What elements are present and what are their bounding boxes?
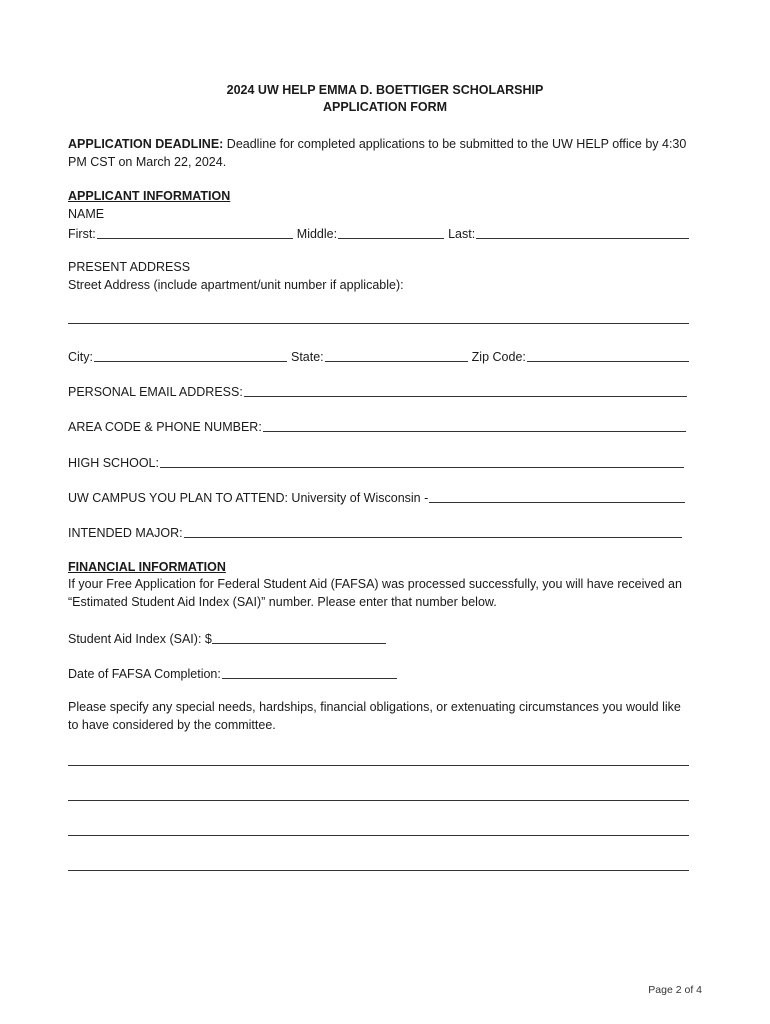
sai-field[interactable] (212, 630, 386, 644)
high-school-label: HIGH SCHOOL: (68, 456, 159, 470)
sai-row (68, 628, 398, 646)
page-number: Page 2 of 4 (648, 984, 702, 996)
state-field[interactable] (325, 348, 468, 362)
email-field[interactable] (244, 383, 687, 397)
deadline-label: APPLICATION DEADLINE: (68, 137, 224, 151)
fafsa-date-label: Date of FAFSA Completion: (68, 667, 221, 681)
zip-code-field[interactable] (527, 348, 689, 362)
present-address-label: PRESENT ADDRESS (68, 260, 191, 274)
campus-row (68, 487, 689, 505)
applicant-info-heading: APPLICANT INFORMATION (68, 189, 231, 203)
fafsa-date-row (68, 663, 408, 681)
campus-field[interactable] (429, 489, 685, 503)
deadline-paragraph (68, 135, 693, 171)
form-subtitle: APPLICATION FORM (322, 100, 448, 114)
city-field[interactable] (94, 348, 287, 362)
high-school-row (68, 452, 689, 470)
fafsa-intro-paragraph: If your Free Application for Federal Student Aid (FAFSA) was processed successfully, you will have received an “Estimated Student Aid Index (SAI)” number. Please enter that number below. (68, 577, 682, 609)
special-needs-line-3[interactable] (68, 835, 689, 836)
first-name-field[interactable] (97, 225, 293, 239)
special-needs-line-1[interactable] (68, 765, 689, 766)
special-needs-line-2[interactable] (68, 800, 689, 801)
city-state-zip-row (68, 346, 689, 364)
special-needs-line-4[interactable] (68, 870, 689, 871)
form-title: 2024 UW HELP EMMA D. BOETTIGER SCHOLARSHIP (226, 83, 544, 97)
major-label: INTENDED MAJOR: (68, 526, 183, 540)
middle-name-label: Middle: (296, 227, 338, 241)
last-name-label: Last: (448, 227, 476, 241)
name-row (68, 223, 689, 241)
major-field[interactable] (184, 524, 682, 538)
financial-info-heading: FINANCIAL INFORMATION (68, 560, 226, 574)
email-row (68, 381, 689, 399)
first-name-label: First: (68, 227, 96, 241)
street-address-field[interactable] (68, 323, 689, 324)
phone-label: AREA CODE & PHONE NUMBER: (68, 420, 262, 434)
email-label: PERSONAL EMAIL ADDRESS: (68, 385, 243, 399)
fafsa-date-field[interactable] (222, 665, 397, 679)
last-name-field[interactable] (476, 225, 689, 239)
street-address-label: Street Address (include apartment/unit number if applicable): (68, 278, 404, 292)
phone-row (68, 416, 689, 434)
city-label: City: (68, 350, 93, 364)
state-label: State: (291, 350, 324, 364)
high-school-field[interactable] (160, 454, 684, 468)
middle-name-field[interactable] (338, 225, 444, 239)
deadline-text: Deadline for completed applications to be submitted to the UW HELP office by 4:30 PM CST on March 22, 2024. (68, 137, 687, 169)
sai-label: Student Aid Index (SAI): $ (68, 632, 212, 646)
zip-code-label: Zip Code: (471, 350, 526, 364)
campus-label: UW CAMPUS YOU PLAN TO ATTEND: University of Wisconsin - (68, 491, 429, 505)
special-needs-prompt: Please specify any special needs, hardships, financial obligations, or extenuating circumstances you would like to have considered by the committee. (68, 700, 681, 732)
name-label: NAME (68, 207, 105, 221)
phone-field[interactable] (263, 418, 686, 432)
major-row (68, 522, 689, 540)
